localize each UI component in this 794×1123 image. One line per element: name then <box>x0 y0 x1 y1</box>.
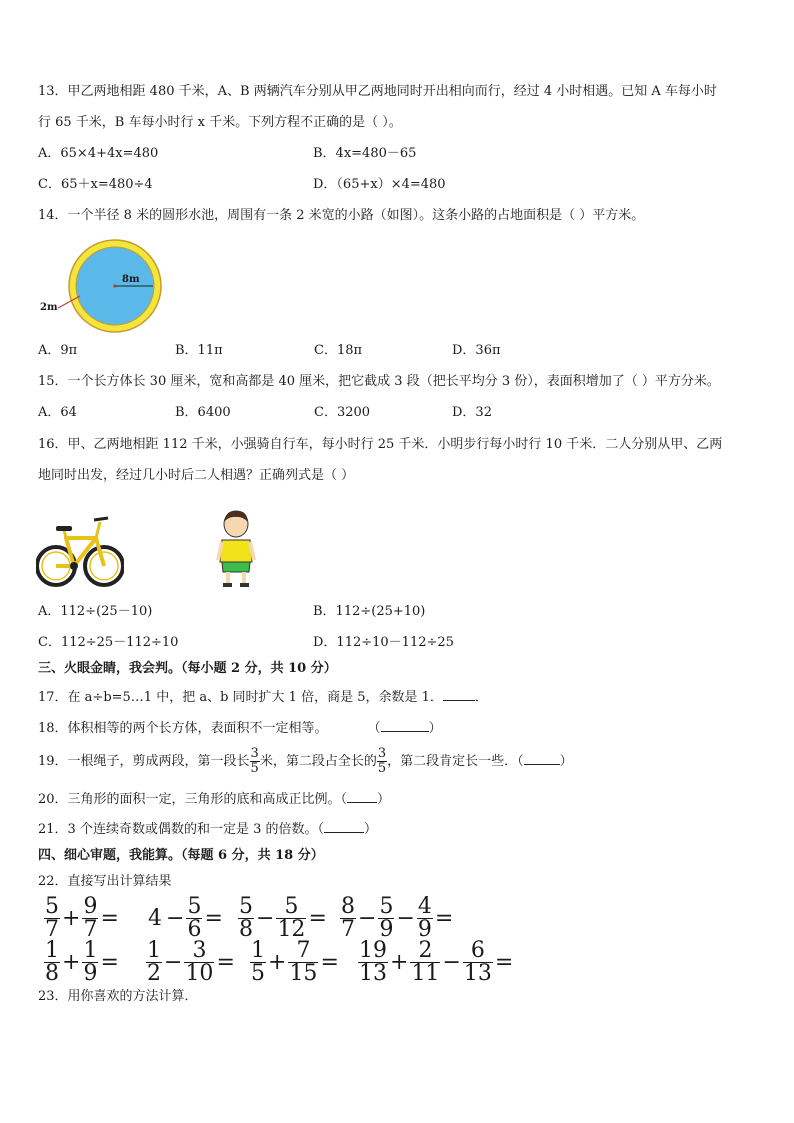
q20-text: 20．三角形的面积一定，三角形的底和高成正比例。（ <box>38 792 348 807</box>
section-4-heading: 四、细心审题，我能算。（每题 6 分，共 18 分） <box>38 848 324 863</box>
boy-shorts <box>222 562 250 572</box>
boy-shirt <box>220 540 252 562</box>
q19-part3: ，第二段肯定长一些．（ <box>387 754 524 769</box>
q19-fraction-1: $\frac{3}{5}$ <box>250 746 259 776</box>
q18-close: ） <box>428 721 442 736</box>
q18-answer-blank[interactable] <box>381 719 429 732</box>
q15-line1: 15．一个长方体长 30 厘米，宽和高都是 40 厘米，把它截成 3 段（把长平均分 3 份），表面积增加了（ ）平方分米。 <box>38 374 720 389</box>
q19-fraction-2: $\frac{3}{5}$ <box>377 746 387 776</box>
q13-line1: 13．甲乙两地相距 480 千米，A、B 两辆汽车分别从甲乙两地同时开出相向而行，经过 4 小时相遇。已知 A 车每小时 <box>38 84 717 99</box>
q14-option-b: B．11π <box>175 343 223 358</box>
q14-line1: 14．一个半径 8 米的圆形水池，周围有一条 2 米宽的小路（如图）。这条小路的占地面积是（ ）平方米。 <box>38 208 645 223</box>
q21-close: ） <box>363 822 377 837</box>
q20 <box>38 790 390 809</box>
bicycle-figure <box>36 514 124 590</box>
q23-title: 23．用你喜欢的方法计算． <box>38 989 198 1004</box>
pool-figure <box>36 238 166 334</box>
q18 <box>38 719 442 738</box>
q13-line2: 行 65 千米，B 车每小时行 x 千米。下列方程不正确的是（ ）。 <box>38 115 402 130</box>
center-dot <box>113 284 116 287</box>
calc-expr-3: $\frac{5}{8}$ − $\frac{5}{12}$ = <box>239 894 327 942</box>
q15-option-d: D．32 <box>452 405 492 420</box>
q21-text: 21．3 个连续奇数或偶数的和一定是 3 的倍数。（ <box>38 822 324 837</box>
calc-expr-5: $\frac{1}{8}$ + $\frac{1}{9}$ = <box>45 938 119 986</box>
q15-option-b: B．6400 <box>175 405 231 420</box>
calc-expr-7: $\frac{1}{5}$ + $\frac{7}{15}$ = <box>251 938 339 986</box>
q16-option-c: C．112÷25－112÷10 <box>38 635 179 650</box>
q18-open: （ <box>367 721 381 736</box>
q17-end: ． <box>474 690 488 705</box>
q18-text: 18．体积相等的两个长方体，表面积不一定相等。 <box>38 721 328 736</box>
radius-label: 8m <box>122 274 140 285</box>
q13-option-a: A．65×4+4x=480 <box>38 146 159 161</box>
q21 <box>38 820 377 839</box>
q13-option-d: D．（65+x）×4=480 <box>313 177 446 192</box>
q19-part2: 米，第二段占全长的 <box>259 754 377 769</box>
calc-expr-8: $\frac{19}{13}$ + $\frac{2}{11}$ − $\frac{6}{13}$ = <box>359 938 514 986</box>
q16-line1: 16．甲、乙两地相距 112 千米，小强骑自行车，每小时行 25 千米．小明步行每小时行 10 千米．二人分别从甲、乙两 <box>38 437 723 452</box>
q16-line2: 地同时出发，经过几小时后二人相遇？正确列式是（ ） <box>38 468 355 483</box>
q14-option-c: C．18π <box>314 343 363 358</box>
q19 <box>38 747 573 777</box>
q19-answer-blank[interactable] <box>524 752 560 765</box>
q14-option-a: A．9π <box>38 343 78 358</box>
q17-answer-blank[interactable] <box>443 688 475 701</box>
bike-seat <box>56 526 72 531</box>
q16-option-a: A．112÷(25－10) <box>38 604 153 619</box>
q15-option-a: A．64 <box>38 405 77 420</box>
q21-answer-blank[interactable] <box>324 820 364 833</box>
q16-option-b: B．112÷(25+10) <box>313 604 426 619</box>
q20-close: ） <box>377 792 391 807</box>
q15-option-c: C．3200 <box>314 405 371 420</box>
q17-text: 17．在 a÷b=5…1 中，把 a、b 同时扩大 1 倍，商是 5，余数是 1． <box>38 690 443 705</box>
calc-expr-1: $\frac{5}{7}$ + $\frac{9}{7}$ = <box>45 894 119 942</box>
q19-part4: ） <box>559 754 573 769</box>
calc-expr-4: $\frac{8}{7}$ − $\frac{5}{9}$ − $\frac{4}{9}$ = <box>341 894 454 942</box>
q13-option-b: B．4x=480－65 <box>313 146 417 161</box>
width-label: 2m <box>40 302 58 313</box>
q19-part1: 19．一根绳子，剪成两段，第一段长 <box>38 754 250 769</box>
calc-expr-6: $\frac{1}{2}$ − $\frac{3}{10}$ = <box>147 938 235 986</box>
q14-option-d: D．36π <box>452 343 501 358</box>
calc-expr-2: 4 − $\frac{5}{6}$ = <box>148 894 223 942</box>
q16-option-d: D．112÷10－112÷25 <box>313 635 454 650</box>
boy-figure <box>214 510 258 590</box>
q17 <box>38 688 488 707</box>
q20-answer-blank[interactable] <box>347 790 377 803</box>
section-3-heading: 三、火眼金睛，我会判。（每小题 2 分，共 10 分） <box>38 661 337 676</box>
bike-frame <box>56 538 104 566</box>
q22-title: 22．直接写出计算结果 <box>38 874 172 889</box>
q13-option-c: C．65＋x=480÷4 <box>38 177 153 192</box>
